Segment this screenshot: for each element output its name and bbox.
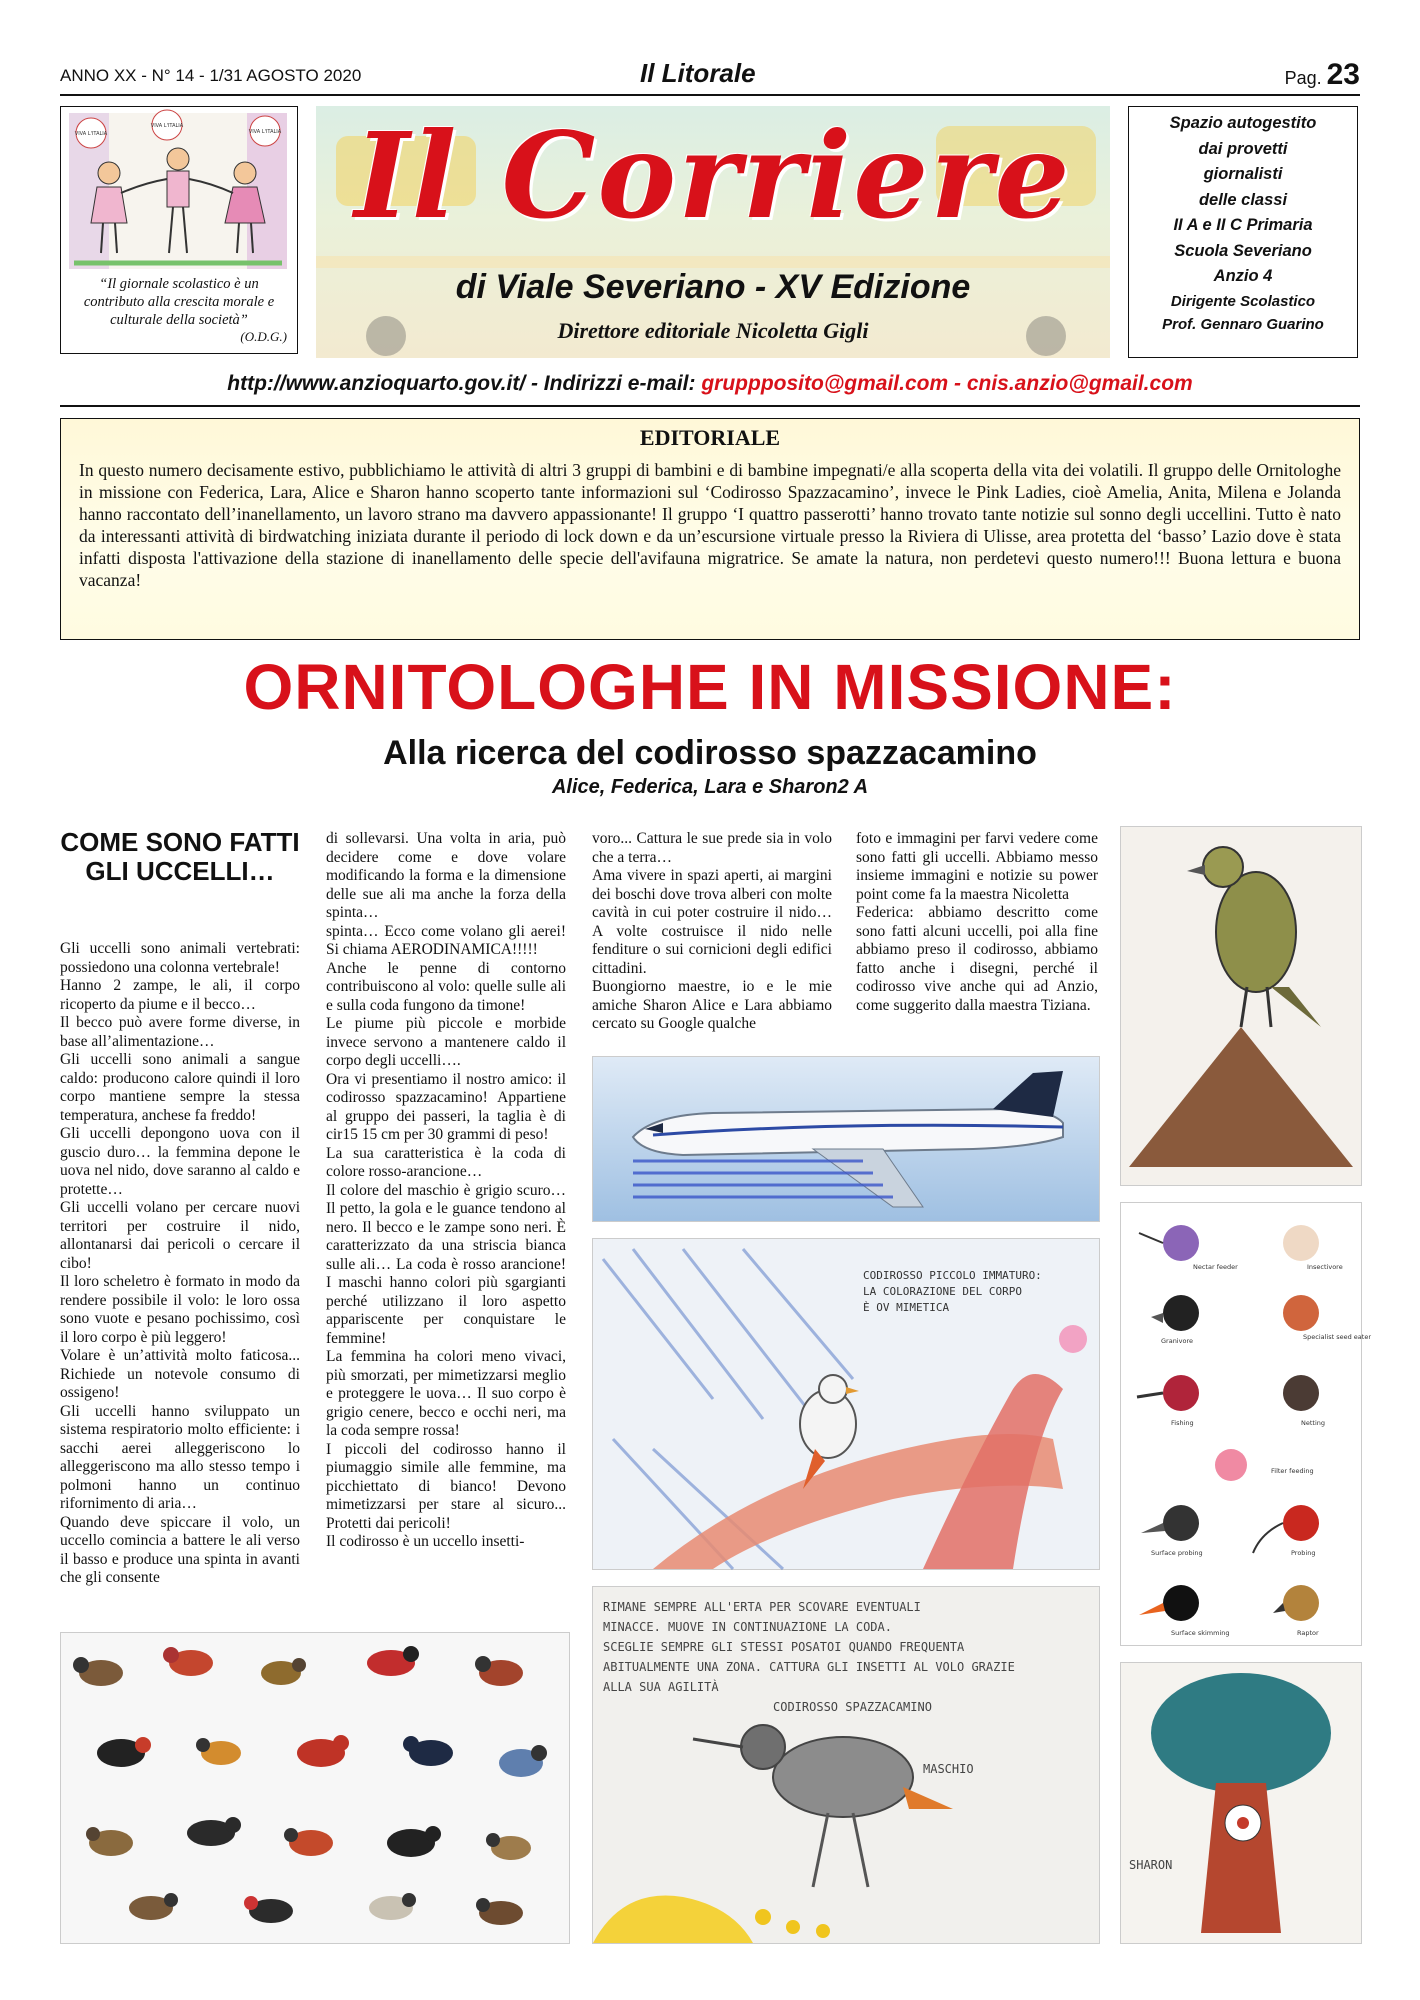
drawing2-text: ABITUALMENTE UNA ZONA. CATTURA GLI INSETTI AL VOLO GRAZIE bbox=[603, 1660, 1015, 1674]
paragraph: Il codirosso è un uccello insetti- bbox=[326, 1533, 525, 1550]
paragraph: Gli uccelli hanno sviluppato un sistema respiratorio molto efficiente: i sacchi aerei alleggeriscono lo alleggeriscono ma allo stesso tempo i polmoni hanno un continuo rifornimento di aria… bbox=[60, 1402, 300, 1512]
paragraph: Gli uccelli volano per cercare nuovi territori per costruire il nido, allontanarsi dai pericoli o cercare il cibo! bbox=[60, 1199, 300, 1272]
paragraph: foto e immagini per farvi vedere come sono fatti gli uccelli. Abbiamo messo insieme immagini e notizie su power point come fa la maestra Nicoletta bbox=[856, 830, 1098, 903]
paragraph: Gli uccelli sono animali vertebrati: possiedono una colonna vertebrale! bbox=[60, 940, 300, 976]
info-line: dai provetti bbox=[1198, 139, 1288, 158]
drawing2-label: MASCHIO bbox=[923, 1762, 974, 1776]
paragraph: Il becco può avere forme diverse, in base all’alimentazione… bbox=[60, 1014, 300, 1050]
masthead-director: Direttore editoriale Nicoletta Gigli bbox=[557, 318, 869, 343]
issue-info: ANNO XX - N° 14 - 1/31 AGOSTO 2020 bbox=[60, 66, 362, 85]
article-byline: Alice, Federica, Lara e Sharon2 A bbox=[551, 776, 869, 798]
drawing-quote-source: (O.D.G.) bbox=[240, 329, 287, 344]
drawing2-text: ALLA SUA AGILITÀ bbox=[603, 1680, 719, 1694]
email-link-1[interactable]: gruppposito@gmail.com bbox=[701, 372, 949, 395]
email-link-2[interactable]: cnis.anzio@gmail.com bbox=[966, 372, 1193, 395]
children-drawing bbox=[69, 113, 287, 269]
links-line bbox=[60, 372, 1360, 396]
links-rule bbox=[60, 405, 1360, 407]
editorial-body: In questo numero decisamente estivo, pubblichiamo le attività di altri 3 gruppi di bambini e di bambine impegnati/e alla scoperta della vita dei volatili. Il gruppo delle Ornitologhe in missione con Federica, Lara, Alice e Sharon hanno scoperto tante informazioni sul ‘Codirosso Spazzacamino’, invece le Pink Ladies, cioè Amelia, Anita, Milena e Jolanda hanno raccontato dell’inanellamento, un lavoro strano ma davvero appassionante! Il gruppo ‘I quattro passerotti’ hanno trovato tante notizie sul sonno degli uccellini. Tutto è nato da interessanti attività di birdwatching iniziata durante il periodo di lock down e da un’escursione virtuale presso la Riviera di Ulisse, area protetta del ‘basso’ Lazio dove è stata infatti disposta l'attivazione della stazione di inanellamento delle specie dell'avifauna migratrice. Se amate la natura, non perdetevi questo numero!!! Buona lettura e buona vacanza! bbox=[79, 460, 1341, 590]
article-column-4 bbox=[856, 830, 1098, 1015]
drawing3-signature: SHARON bbox=[1129, 1858, 1173, 1872]
beak-label: Surface probing bbox=[1151, 1549, 1203, 1557]
page-number bbox=[1285, 58, 1360, 92]
article-column-2 bbox=[326, 830, 566, 1552]
paragraph: Anche le penne di contorno contribuiscono al volo: quelle sulle ali e sulla coda fungono da timone! bbox=[326, 959, 566, 1014]
info-line-small: Dirigente Scolastico bbox=[1170, 292, 1316, 310]
info-line: Spazio autogestito bbox=[1169, 114, 1317, 132]
paragraph: Il loro scheletro è formato in modo da rendere possibile il volo: le loro ossa sono vuote e pesano pochissimo, così il loro corpo è più leggero! bbox=[60, 1273, 300, 1346]
paragraph: Volare è un’attività molto faticosa... Richiede un notevole consumo di ossigeno! bbox=[60, 1347, 300, 1401]
newspaper-name: Il Litorale bbox=[640, 58, 756, 88]
editorial-heading: EDITORIALE bbox=[639, 425, 781, 450]
drawing-quote: “Il giornale scolastico è un contributo alla crescita morale e culturale della società” bbox=[83, 276, 275, 329]
info-line-small: Prof. Gennaro Guarino bbox=[1162, 316, 1324, 334]
child-drawing-immature-redstart bbox=[592, 1238, 1100, 1570]
beak-types-chart bbox=[1120, 1202, 1372, 1646]
drawing2-text: RIMANE SEMPRE ALL'ERTA PER SCOVARE EVENTUALI bbox=[603, 1600, 921, 1614]
paragraph: Gli uccelli sono animali a sangue caldo: producono calore quindi il loro corpo mantiene sempre la stessa temperatura, anchese fa freddo! bbox=[60, 1051, 300, 1124]
paragraph: voro... Cattura le sue prede sia in volo che a terra… bbox=[592, 830, 832, 866]
child-drawing-male-redstart bbox=[592, 1586, 1100, 1944]
paragraph: La femmina ha colori meno vivaci, più smorzati, per mimetizzarsi meglio e proteggere le uova… Il suo corpo è grigio cenere, becco e occhi neri, ma la coda sempre rossa! bbox=[326, 1348, 566, 1439]
paragraph: di sollevarsi. Una volta in aria, può decidere come e dove volare modificando la forma e la dimensione delle sue ali ma anche la forza della spinta… bbox=[326, 830, 566, 921]
paragraph: La sua caratteristica è la coda di colore rosso-arancione… bbox=[326, 1144, 566, 1180]
airplane-image bbox=[592, 1056, 1100, 1222]
header-rule bbox=[60, 94, 1360, 96]
page-number-value: 23 bbox=[1326, 58, 1360, 91]
child-painting-bird-on-rock bbox=[1120, 826, 1362, 1186]
beak-label: Fishing bbox=[1171, 1419, 1194, 1427]
beak-label: Netting bbox=[1301, 1419, 1326, 1427]
drawing2-title: CODIROSSO SPAZZACAMINO bbox=[773, 1700, 932, 1714]
paragraph: Federica: abbiamo descritto come sono fatti alcuni uccelli, poi alla fine abbiamo preso il codirosso, abbiamo fatto anche i disegni, perché il codirosso vive anche qui ad Anzio, come suggerito dalla maestra Tiziana. bbox=[856, 904, 1098, 1014]
paragraph: Gli uccelli depongono uova con il guscio duro… la femmina depone le uova nel nido, dove saranno al caldo e protette… bbox=[60, 1125, 300, 1198]
paragraph: Il colore del maschio è grigio scuro… Il petto, la gola e le guance tendono al nero. Il becco e le zampe sono neri. È caratterizzato da una striscia bianca sulle ali… La coda è rosso arancione! I maschi hanno colori più sgargianti perché utilizzano il loro aspetto appariscente per conquistare le femmine! bbox=[326, 1181, 566, 1347]
beak-label: Filter feeding bbox=[1271, 1467, 1314, 1475]
drawing-sign-2: VIVA L'ITALIA bbox=[150, 123, 184, 129]
website-link[interactable]: http://www.anzioquarto.gov.it/ - Indirizzi e-mail: bbox=[227, 372, 696, 395]
article-column-1 bbox=[60, 940, 300, 1588]
editorial-box bbox=[60, 418, 1360, 640]
article-column-3 bbox=[592, 830, 832, 1034]
beak-label: Granivore bbox=[1161, 1337, 1193, 1345]
paragraph: Le piume più piccole e morbide invece servono a mantenere caldo il corpo degli uccelli…. bbox=[326, 1015, 566, 1069]
paragraph: Ama vivere in spazi aperti, ai margini dei boschi dove trova alberi con molte cavità in cui poter costruire il nido… A volte costruisce il nido nelle fenditure o sui cornicioni degli edifici cittadini. bbox=[592, 867, 832, 977]
masthead-drawing-box bbox=[60, 106, 298, 354]
drawing1-caption: È OV MIMETICA bbox=[863, 1301, 950, 1314]
masthead-subtitle: di Viale Severiano - XV Edizione bbox=[455, 268, 971, 306]
paragraph: Ora vi presentiamo il nostro amico: il codirosso spazzacamino! Appartiene al gruppo dei passeri, la taglia è di cir15 15 cm per 30 grammi di peso! bbox=[326, 1070, 566, 1143]
drawing-sign-3: VIVA L'ITALIA bbox=[248, 129, 282, 135]
beak-label: Raptor bbox=[1297, 1629, 1319, 1637]
links-separator: - bbox=[948, 372, 967, 395]
article-subhead: Alla ricerca del codirosso spazzacamino bbox=[383, 734, 1037, 772]
paragraph: Buongiorno maestre, io e le mie amiche Sharon Alice e Lara abbiamo cercato su Google qualche bbox=[592, 978, 832, 1032]
masthead-banner bbox=[316, 106, 1110, 358]
paragraph: spinta… Ecco come volano gli aerei! Si chiama AERODINAMICA!!!!! bbox=[326, 922, 566, 958]
beak-label: Surface skimming bbox=[1171, 1629, 1230, 1637]
section-title: COME SONO FATTI GLI UCCELLI… bbox=[60, 827, 300, 886]
masthead-title: Il Corriere bbox=[354, 106, 1072, 245]
page-label: Pag. bbox=[1284, 68, 1322, 88]
drawing-sign-1: VIVA L'ITALIA bbox=[74, 131, 108, 137]
paragraph: I piccoli del codirosso hanno il piumaggio simile alle femmine, ma picchiettato di bianco! Devono mimetizzarsi per stare al sicuro... Protetti dai pericoli! bbox=[326, 1440, 566, 1532]
bird-collage-image bbox=[60, 1632, 570, 1944]
article-headline: ORNITOLOGHE IN MISSIONE: bbox=[243, 651, 1177, 723]
beak-label: Probing bbox=[1291, 1549, 1316, 1557]
child-drawing-tree bbox=[1120, 1662, 1362, 1944]
info-line: giornalisti bbox=[1203, 165, 1283, 184]
info-line: Anzio 4 bbox=[1213, 267, 1273, 286]
beak-label: Insectivore bbox=[1307, 1263, 1343, 1271]
drawing1-caption: LA COLORAZIONE DEL CORPO bbox=[863, 1285, 1022, 1298]
info-line: Scuola Severiano bbox=[1174, 241, 1312, 260]
masthead-info-box bbox=[1128, 106, 1358, 358]
drawing1-caption: CODIROSSO PICCOLO IMMATURO: bbox=[863, 1269, 1042, 1282]
paragraph: Hanno 2 zampe, le ali, il corpo ricoperto da piume e il becco… bbox=[60, 977, 300, 1013]
beak-label: Specialist seed eater bbox=[1303, 1333, 1372, 1341]
beak-label: Nectar feeder bbox=[1193, 1263, 1238, 1271]
drawing2-text: MINACCE. MUOVE IN CONTINUAZIONE LA CODA. bbox=[603, 1620, 892, 1634]
drawing2-text: SCEGLIE SEMPRE GLI STESSI POSATOI QUANDO FREQUENTA bbox=[603, 1640, 965, 1654]
paragraph: Quando deve spiccare il volo, un uccello comincia a battere le ali verso il basso e produce una spinta in avanti che gli consente bbox=[60, 1513, 300, 1586]
info-line: II A e II C Primaria bbox=[1173, 216, 1313, 235]
info-line: delle classi bbox=[1198, 190, 1288, 209]
